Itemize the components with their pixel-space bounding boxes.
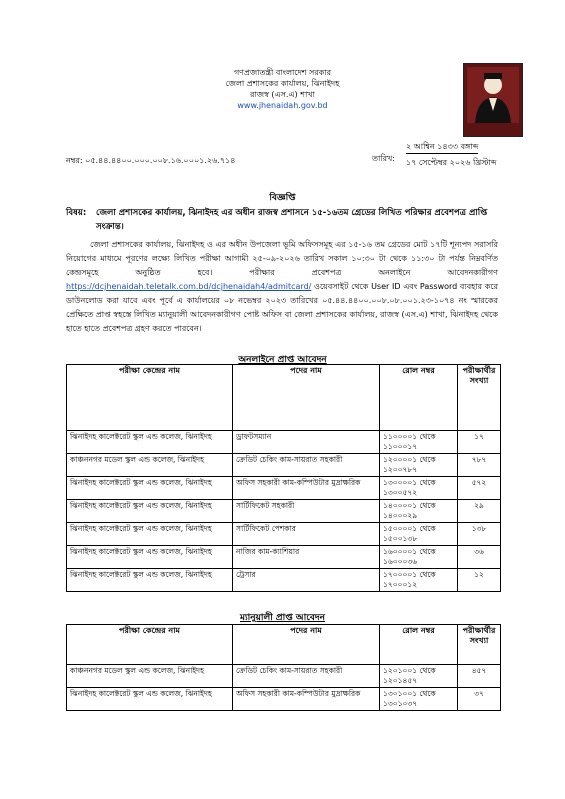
cell-center: কাঞ্চননগর মডেল স্কুল এন্ড কলেজ, ঝিনাইদহ xyxy=(67,665,233,688)
subject-text: জেলা প্রশাসকের কার্যালয়, ঝিনাইদহ এর অধীন রাজস্ব প্রশাসনে ১৫-১৬তম গ্রেডের লিখিত পরিক্ষার প্রবেশপত্র প্রাপ্তি সংক্রান্ত। xyxy=(96,208,488,232)
table-row xyxy=(67,523,501,546)
table-row xyxy=(67,477,501,500)
body-text-2: ওয়েবসাইট থেকে User ID এবং Password ব্যবহার করে ডাউনলোড করা যাবে এবং পূর্বে এ কার্যালয়ের ০৮ নভেম্বর ২০২৩ তারিখের ০৫.৪৪.৪৪০০.০০৮.০৮.০০১.২৩-১০৭৪ নং স্মারকের প্রেক্ষিতে প্রাপ্ত স্বহস্তে লিখিত ম্যানুয়ালী আবেদনকারীগণ পোষ্ট অফিস বা জেলা প্রশাসকের কার্যালয়, রাজস্ব (এস.এ) শাখা, ঝিনাইদহ থেকে হাতে হাতে প্রবেশপত্র গ্রহণ করতে পারবেন। xyxy=(66,282,498,333)
cell-center: ঝিনাইদহ কালেক্টরেট স্কুল এন্ড কলেজ, ঝিনাইদহ xyxy=(67,431,233,454)
cell-center: ঝিনাইদহ কালেক্টরেট স্কুল এন্ড কলেজ, ঝিনাইদহ xyxy=(67,546,233,569)
header-office: জেলা প্রশাসকের কার্যালয়, ঝিনাইদহ xyxy=(225,79,340,88)
header-website-link[interactable]: www.jhenaidah.gov.bd xyxy=(237,101,328,110)
online-section-title: অনলাইনে প্রাপ্ত আবেদন xyxy=(238,355,327,365)
cell-count: ১২ xyxy=(458,569,501,592)
table-row xyxy=(67,500,501,523)
manual-section-title: ম্যানুয়ালী প্রাপ্ত আবেদন xyxy=(240,613,325,623)
cell-count: ১৭ xyxy=(458,431,501,454)
cell-roll: ১৪০০০০১ থেকে ১৪০০০২৯ xyxy=(380,500,458,523)
cell-roll: ১২০১০০১ থেকে ১২০১৪৫৭ xyxy=(380,665,458,688)
cell-center: ঝিনাইদহ কালেক্টরেট স্কুল এন্ড কলেজ, ঝিনাইদহ xyxy=(67,688,233,711)
header-exam-center: পরীক্ষা কেন্দ্রের নাম xyxy=(67,625,233,665)
cell-count: ৭৮৭ xyxy=(458,454,501,477)
notice-title: বিজ্ঞপ্তি xyxy=(269,193,296,203)
cell-roll: ১৫০০০০১ থেকে ১৫০০১৩৮ xyxy=(380,523,458,546)
date-label: তারিখ: xyxy=(372,154,395,163)
body-text-1: জেলা প্রশাসকের কার্যালয়, ঝিনাইদহ ও এর অধীন উপজেলা ভূমি অফিসসমূহ এর ১৫-১৬ তম গ্রেডের মোট ১৭টি শূন্যপদ সরাসরি নিয়োগের মাধ্যমে পূরণের লক্ষ্যে লিখিত পরীক্ষা আগামী ২৫-০৯-২০২৬ তারিখ সকাল ১০:৩০ টা থেকে ১১:৩০ টা পর্যন্ত নিম্নবর্ণিত কেন্দ্রসমূহে অনুষ্ঠিত হবে। পরীক্ষার প্রবেশপত্র অনলাইনে আবেদনকারীগণ xyxy=(66,240,498,277)
header-government: গণপ্রজাতন্ত্রী বাংলাদেশ সরকার xyxy=(233,68,332,77)
cell-count: ১৩৮ xyxy=(458,523,501,546)
cell-roll: ১৩০০০০১ থেকে ১৩০০৫৭২ xyxy=(380,477,458,500)
cell-post: নাজির কাম-ক্যাশিয়ার xyxy=(233,546,380,569)
cell-post: অফিস সহকারী কাম-কম্পিউটার মুদ্রাক্ষরিক xyxy=(233,688,380,711)
cell-roll: ১৬০০০০১ থেকে ১৬০০০৩৬ xyxy=(380,546,458,569)
cell-center: ঝিনাইদহ কালেক্টরেট স্কুল এন্ড কলেজ, ঝিনাইদহ xyxy=(67,500,233,523)
cell-post: ক্রেডিট চেকিং কাম-সায়রাত সহকারী xyxy=(233,454,380,477)
table-row xyxy=(67,569,501,592)
table-row xyxy=(67,431,501,454)
header-post-name: পদের নাম xyxy=(233,365,380,431)
cell-post: অফিস সহকারী কাম-কম্পিউটার মুদ্রাক্ষরিক xyxy=(233,477,380,500)
cell-count: ৩৭ xyxy=(458,688,501,711)
memo-number: নম্বর: ০৫.৪৪.৪৪০০.০০০.০০৮.১৬.০০০১.২৬.৭১৪ xyxy=(66,156,236,165)
date-english: ১৭ সেপ্টেম্বর ২০২৬ খ্রিস্টাব্দ xyxy=(406,158,497,167)
cell-post: ট্রেসার xyxy=(233,569,380,592)
header-candidate-count: পরীক্ষার্থীর সংখ্যা xyxy=(458,365,501,431)
cell-center: কাঞ্চননগর মডেল স্কুল এন্ড কলেজ, ঝিনাইদহ xyxy=(67,454,233,477)
cell-post: সার্টিফিকেট সহকারী xyxy=(233,500,380,523)
cell-roll: ১২০০০০১ থেকে ১২০০৭৮৭ xyxy=(380,454,458,477)
table-row xyxy=(67,546,501,569)
header-branch: রাজস্ব (এস.এ) শাখা xyxy=(250,90,315,99)
cell-count: ২৯ xyxy=(458,500,501,523)
manual-applications-table xyxy=(66,624,501,711)
cell-roll: ১৭০০০০১ থেকে ১৭০০০১২ xyxy=(380,569,458,592)
table-row xyxy=(67,688,501,711)
table-header-row xyxy=(67,625,501,665)
cell-count: ৪৫৭ xyxy=(458,665,501,688)
table-row xyxy=(67,454,501,477)
cell-roll: ১৩০১০০১ থেকে ১৩০১০৩৭ xyxy=(380,688,458,711)
admit-card-link[interactable]: https://dcjhenaidah.teletalk.com.bd/dcjhenaidah4/admitcard/ xyxy=(66,282,312,291)
mujib-portrait-logo xyxy=(463,63,523,137)
cell-count: ৩৬ xyxy=(458,546,501,569)
table-row xyxy=(67,665,501,688)
cell-roll: ১১০০০০১ থেকে ১১০০০১৭ xyxy=(380,431,458,454)
cell-count: ৫৭২ xyxy=(458,477,501,500)
cell-post: ড্রাফটসম্যান xyxy=(233,431,380,454)
header-post-name: পদের নাম xyxy=(233,625,380,665)
date-bangla: ২ আশ্বিন ১৪৩৩ বঙ্গাব্দ xyxy=(406,141,478,154)
body-paragraph xyxy=(66,238,498,336)
cell-center: ঝিনাইদহ কালেক্টরেট স্কুল এন্ড কলেজ, ঝিনাইদহ xyxy=(67,569,233,592)
cell-post: ক্রেডিট চেকিং কাম-সায়রাত সহকারী xyxy=(233,665,380,688)
header-candidate-count: পরীক্ষার্থীর সংখ্যা xyxy=(458,625,501,665)
cell-post: সার্টিফিকেট পেশকার xyxy=(233,523,380,546)
cell-center: ঝিনাইদহ কালেক্টরেট স্কুল এন্ড কলেজ, ঝিনাইদহ xyxy=(67,523,233,546)
header-roll-number: রোল নম্বর xyxy=(380,625,458,665)
cell-center: ঝিনাইদহ কালেক্টরেট স্কুল এন্ড কলেজ, ঝিনাইদহ xyxy=(67,477,233,500)
header-exam-center: পরীক্ষা কেন্দ্রের নাম xyxy=(67,365,233,431)
online-applications-table xyxy=(66,364,501,592)
header-roll-number: রোল নম্বর xyxy=(380,365,458,431)
table-header-row xyxy=(67,365,501,431)
subject-label: বিষয়: xyxy=(66,208,87,218)
